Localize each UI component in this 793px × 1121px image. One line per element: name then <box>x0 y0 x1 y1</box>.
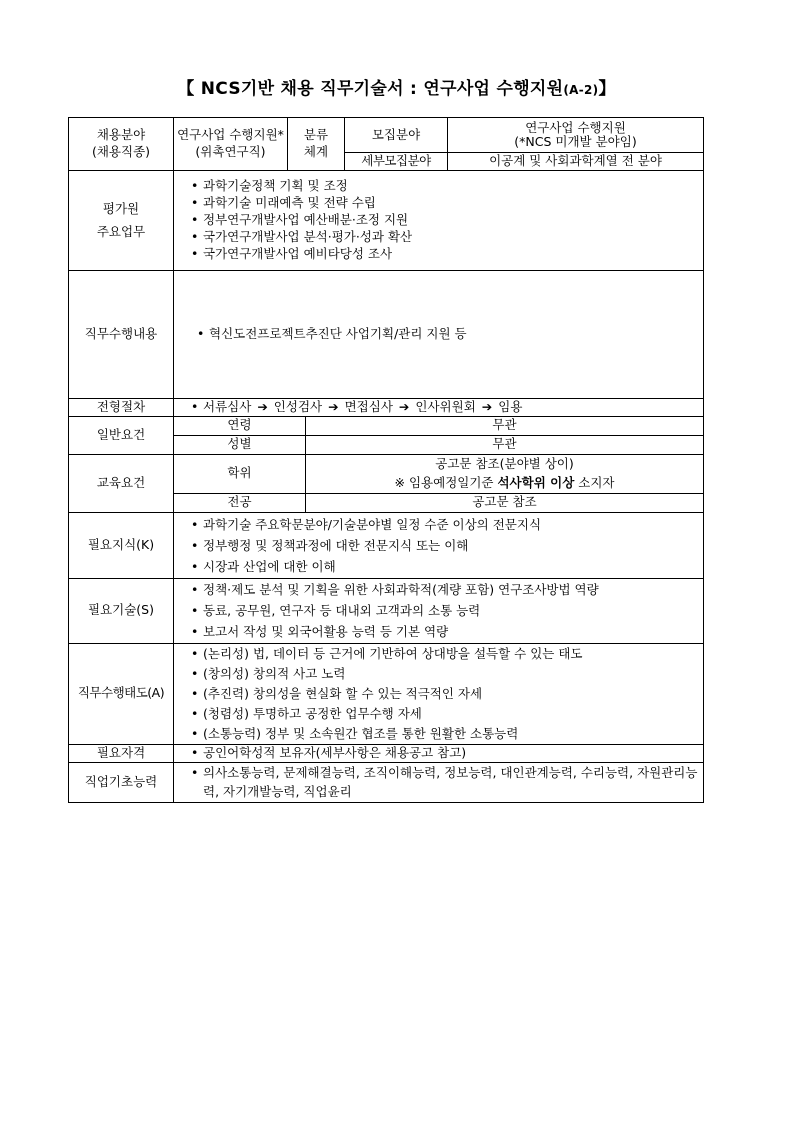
attitude-list <box>177 644 700 744</box>
qualification-list <box>177 745 700 762</box>
list-item: • 국가연구개발사업 분석·평가·성과 확산 <box>191 229 700 246</box>
process-step: 임용 <box>498 399 523 414</box>
education-label: 교육요건 <box>69 454 174 512</box>
major-value: 공고문 참조 <box>306 493 704 512</box>
field-label: 채용분야 (채용직종) <box>69 118 174 171</box>
degree-note-prefix: ※ 임용예정일기준 <box>394 474 498 490</box>
degree-value <box>306 454 704 493</box>
duties-list <box>177 178 700 262</box>
document-title <box>0 74 793 99</box>
job-label: 직무수행내용 <box>69 271 174 399</box>
degree-line-1: 공고문 참조(분야별 상이) <box>435 456 574 472</box>
degree-note-suffix: 소지자 <box>574 474 615 490</box>
skills-list <box>177 579 700 642</box>
arrow-icon: ➔ <box>481 399 493 414</box>
detail-label: 세부모집분야 <box>345 153 448 171</box>
degree-label: 학위 <box>174 454 306 493</box>
knowledge-list <box>177 514 700 577</box>
age-value: 무관 <box>306 416 704 435</box>
arrow-icon: ➔ <box>328 399 339 414</box>
age-label: 연령 <box>174 416 306 435</box>
general-label: 일반요건 <box>69 416 174 454</box>
recruit-value: 연구사업 수행지원 (*NCS 미개발 분야임) <box>448 118 704 153</box>
basic-label: 직업기초능력 <box>69 762 174 802</box>
list-item: • 의사소통능력, 문제해결능력, 조직이해능력, 정보능력, 대인관계능력, 수리능력, 자원관리능력, 자기개발능력, 직업윤리 <box>191 763 700 801</box>
degree-requirement: 석사학위 이상 <box>497 474 575 490</box>
attitude-label: 직무수행태도(A) <box>69 643 174 744</box>
attitude-cell <box>174 643 704 744</box>
process-list <box>177 399 700 416</box>
list-item: • 정부연구개발사업 예산배분·조정 지원 <box>191 212 700 229</box>
list-item: • (청렴성) 투명하고 공정한 업무수행 자세 <box>191 704 700 724</box>
list-item: • 국가연구개발사업 예비타당성 조사 <box>191 246 700 263</box>
list-item: • 공인어학성적 보유자(세부사항은 채용공고 참고) <box>191 745 700 762</box>
list-item: • (소통능력) 정부 및 소속원간 협조를 통한 원활한 소통능력 <box>191 724 700 744</box>
list-item: • (창의성) 창의적 사고 노력 <box>191 664 700 684</box>
gender-label: 성별 <box>174 435 306 454</box>
basic-cell <box>174 762 704 802</box>
detail-value: 이공계 및 사회과학계열 전 분야 <box>448 153 704 171</box>
arrow-icon: ➔ <box>398 399 410 414</box>
major-label: 전공 <box>174 493 306 512</box>
duties-label: 평가원 주요업무 <box>69 171 174 271</box>
skills-label: 필요기술(S) <box>69 578 174 643</box>
qualification-label: 필요자격 <box>69 744 174 762</box>
qualification-cell <box>174 744 704 762</box>
list-item: • 과학기술 주요학문분야/기술분야별 일정 수준 이상의 전문지식 <box>191 514 700 535</box>
list-item: • 보고서 작성 및 외국어활용 능력 등 기본 역량 <box>191 621 700 642</box>
basic-list <box>177 763 700 801</box>
process-step: 인성검사 <box>273 399 323 414</box>
degree-line-2 <box>309 474 700 493</box>
title-close: 】 <box>598 79 616 99</box>
process-cell <box>174 399 704 417</box>
process-step: 면접심사 <box>344 399 393 414</box>
job-description-table <box>68 117 704 803</box>
category-label: 분류 체계 <box>288 118 345 171</box>
arrow-icon: ➔ <box>257 399 268 414</box>
process-step: 인사위원회 <box>415 399 476 414</box>
job-list <box>177 326 700 343</box>
list-item: • 과학기술 미래예측 및 전략 수립 <box>191 195 700 212</box>
title-main: 【 NCS기반 채용 직무기술서 : 연구사업 수행지원 <box>177 79 564 99</box>
gender-value: 무관 <box>306 435 704 454</box>
field-value: 연구사업 수행지원* (위촉연구직) <box>174 118 288 171</box>
job-cell <box>174 271 704 399</box>
list-item: • (추진력) 창의성을 현실화 할 수 있는 적극적인 자세 <box>191 684 700 704</box>
list-item: • 정부행정 및 정책과정에 대한 전문지식 또는 이해 <box>191 535 700 556</box>
list-item: • 시장과 산업에 대한 이해 <box>191 556 700 577</box>
process-label: 전형절차 <box>69 399 174 417</box>
list-item: • (논리성) 법, 데이터 등 근거에 기반하여 상대방을 설득할 수 있는 태도 <box>191 644 700 664</box>
skills-cell <box>174 578 704 643</box>
list-item: • 혁신도전프로젝트추진단 사업기획/관리 지원 등 <box>197 326 700 343</box>
knowledge-label: 필요지식(K) <box>69 512 174 578</box>
list-item: • 과학기술정책 기획 및 조정 <box>191 178 700 195</box>
recruit-label: 모집분야 <box>345 118 448 153</box>
duties-cell <box>174 171 704 271</box>
process-step: 서류심사 <box>203 399 252 414</box>
title-code: (A-2) <box>563 83 599 97</box>
list-item: • 동료, 공무원, 연구자 등 대내외 고객과의 소통 능력 <box>191 600 700 621</box>
process-steps <box>191 399 700 416</box>
knowledge-cell <box>174 512 704 578</box>
list-item: • 정책·제도 분석 및 기획을 위한 사회과학적(계량 포함) 연구조사방법 역량 <box>191 579 700 600</box>
